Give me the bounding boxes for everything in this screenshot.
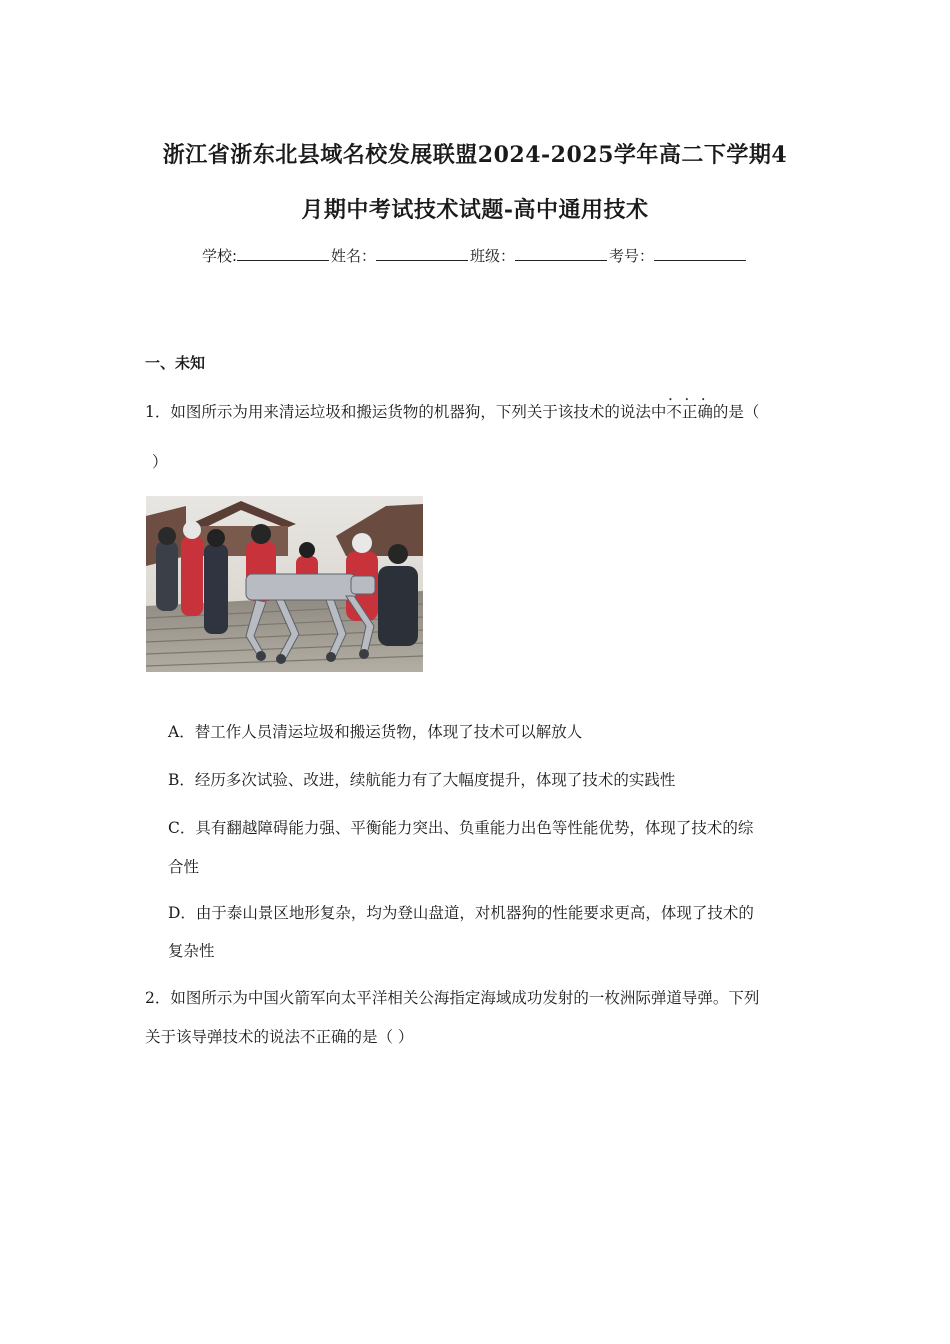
question-1-option-d: D．由于泰山景区地形复杂，均为登山盘道，对机器狗的性能要求更高，体现了技术的 [168,904,754,922]
question-1-stem-close: ） [152,453,168,471]
exam-number-label: 考号： [609,247,655,265]
question-1-option-a: A．替工作人员清运垃圾和搬运货物，体现了技术可以解放人 [168,723,583,741]
question-1-option-d-continued: 复杂性 [168,942,215,960]
section-heading: 一、未知 [145,354,206,372]
class-label: 班级： [470,247,516,265]
school-label: 学校: [201,247,237,265]
exam-number-blank[interactable] [654,246,746,261]
question-2-stem: 2．如图所示为中国火箭军向太平洋相关公海指定海域成功发射的一枚洲际弹道导弹。下列 [145,989,760,1007]
robot-dog-photo [146,496,423,672]
name-label: 姓名： [331,247,377,265]
question-1-option-c: C．具有翻越障碍能力强、平衡能力突出、负重能力出色等性能优势，体现了技术的综 [168,819,754,837]
question-1-emphasis: • • • 不正确 [666,402,713,422]
question-1-number: 1． [145,403,171,421]
question-1-stem [145,402,759,422]
question-1-option-c-continued: 合性 [168,858,200,876]
exam-title-line-1: 浙江省浙东北县域名校发展联盟2024-2025学年高二下学期4 [162,142,788,168]
name-blank[interactable] [376,246,468,261]
class-blank[interactable] [515,246,607,261]
student-info-row [0,245,950,266]
question-1-stem-after: 的是（ [712,403,760,421]
school-blank[interactable] [237,246,329,261]
question-1-stem-before: 如图所示为用来清运垃圾和搬运货物的机器狗，下列关于该技术的说法中 [170,403,667,421]
exam-title-line-2: 月期中考试技术试题-高中通用技术 [301,197,649,223]
question-2-stem-continued: 关于该导弹技术的说法不正确的是（ ） [145,1028,414,1046]
question-1-option-b: B．经历多次试验、改进，续航能力有了大幅度提升，体现了技术的实践性 [168,771,676,789]
